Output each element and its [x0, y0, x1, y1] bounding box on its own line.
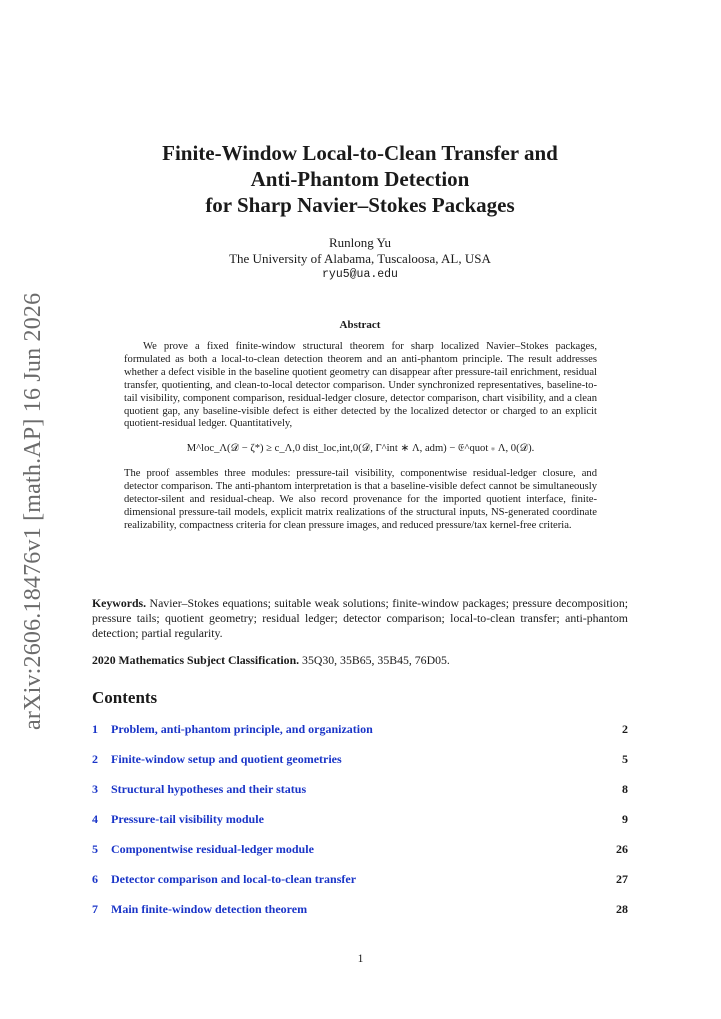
toc-title: Finite-window setup and quotient geometries [111, 752, 342, 766]
author-affiliation: The University of Alabama, Tuscaloosa, AL, USA [229, 251, 491, 266]
abstract-body [124, 341, 597, 533]
msc-label: 2020 Mathematics Subject Classification. [92, 653, 300, 667]
abstract-paragraph: We prove a fixed finite-window structural theorem for sharp localized Navier–Stokes packages, formulated as both a local-to-clean detection theorem and an anti-phantom principle. The result addresses whether a defect visible in the baseline quotient geometry can disappear after pressure-tail enrichment, residual transfer, quotienting, and clean-to-local detector comparison. Under synchronized representatives, baseline-to-tail visibility, component comparison, residual-ledger closure, detector comparison, chart visibility, and a clean quotient gap, any baseline-visible defect is either detected by the localized detector or charged to an explicit quotient-residual ledger. Quantitatively, [124, 341, 597, 430]
toc-link[interactable] [92, 751, 342, 781]
toc-entry [92, 841, 628, 871]
toc-page: 5 [622, 752, 628, 766]
toc-number: 3 [92, 782, 98, 796]
paper-title [92, 140, 628, 218]
arxiv-stamp: arXiv:2606.18476v1 [math.AP] 16 Jun 2026 [20, 292, 46, 730]
abstract-heading: Abstract [339, 319, 381, 331]
title-line: for Sharp Navier–Stokes Packages [205, 193, 515, 217]
keywords-text: Navier–Stokes equations; suitable weak solutions; finite-window packages; pressure decomposition; pressure tails; quotient geometry; residual ledger; detector comparison; local-to-clean transfer; anti-phantom detection; partial regularity. [92, 596, 629, 640]
toc-number: 5 [92, 842, 98, 856]
contents-heading: Contents [92, 688, 158, 707]
toc-page: 27 [616, 872, 628, 886]
author-email[interactable]: ryu5@ua.edu [322, 268, 398, 281]
toc-page: 28 [616, 902, 628, 916]
author-block [92, 235, 628, 283]
msc-classification [92, 653, 628, 668]
page-number: 1 [357, 953, 364, 965]
toc-title: Componentwise residual-ledger module [111, 842, 314, 856]
toc-entry [92, 751, 628, 781]
toc-title: Detector comparison and local-to-clean transfer [111, 872, 357, 886]
toc-entry [92, 901, 628, 931]
keywords [92, 596, 628, 641]
toc-number: 6 [92, 872, 98, 886]
toc-link[interactable] [92, 811, 264, 841]
toc-entry [92, 781, 628, 811]
toc-link[interactable] [92, 841, 314, 871]
toc-link[interactable] [92, 721, 373, 751]
toc-title: Pressure-tail visibility module [111, 812, 264, 826]
toc-page: 8 [622, 782, 628, 796]
toc-page: 9 [622, 812, 628, 826]
title-line: Anti-Phantom Detection [250, 167, 470, 191]
toc-page: 2 [622, 722, 628, 736]
toc-title: Main finite-window detection theorem [111, 902, 308, 916]
toc-number: 7 [92, 902, 98, 916]
toc-number: 4 [92, 812, 98, 826]
toc-number: 2 [92, 752, 98, 766]
toc-number: 1 [92, 722, 98, 736]
keywords-label: Keywords. [92, 596, 147, 610]
abstract-formula: M^loc_Λ(𝒟 − ζ*) ≥ c_Λ,0 dist_loc,int,0(𝒟, Γ^int ∗ Λ, adm) − 𝔈^quot ∗ Λ, 0(𝒟). [186, 443, 535, 455]
toc-entry [92, 721, 628, 751]
table-of-contents [92, 721, 628, 931]
toc-title: Structural hypotheses and their status [111, 782, 307, 796]
toc-page: 26 [616, 842, 628, 856]
toc-link[interactable] [92, 781, 306, 811]
toc-link[interactable] [92, 871, 356, 901]
msc-text: 35Q30, 35B65, 35B45, 76D05. [302, 653, 450, 667]
title-line: Finite-Window Local-to-Clean Transfer and [162, 141, 558, 165]
abstract-paragraph: The proof assembles three modules: pressure-tail visibility, componentwise residual-ledger closure, and detector comparison. The anti-phantom interpretation is that a baseline-visible defect cannot be simultaneously detector-silent and residual-cheap. We also record provenance for the imported quotient interface, finite-dimensional pressure-tail models, explicit matrix realizations of the structural inputs, NS-generated coordinate realizability, compactness criteria for clean pressure images, and reduced pressure/tax kernel-free criteria. [124, 468, 597, 531]
toc-title: Problem, anti-phantom principle, and organization [111, 722, 373, 736]
toc-entry [92, 871, 628, 901]
toc-entry [92, 811, 628, 841]
toc-link[interactable] [92, 901, 307, 931]
author-name: Runlong Yu [329, 235, 391, 250]
